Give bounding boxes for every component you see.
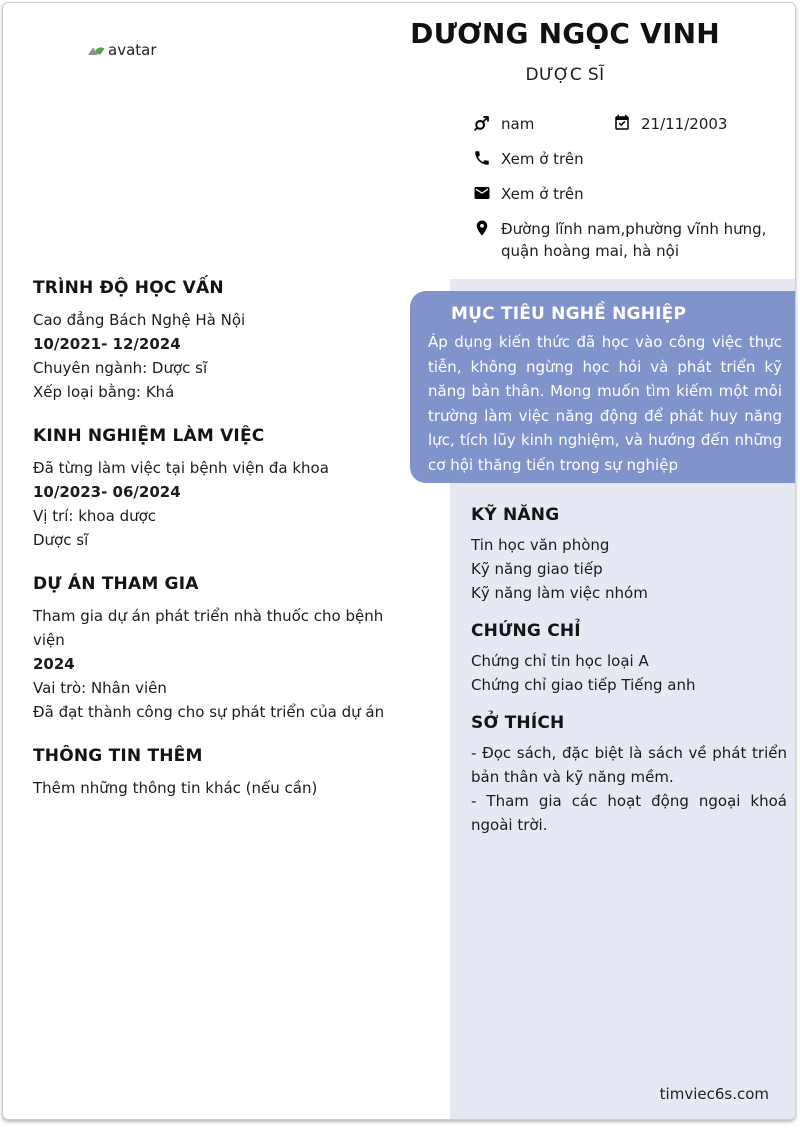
gender-icon: [473, 114, 491, 132]
hobby-item: - Tham gia các hoạt động ngoại khoá ngoài trời.: [471, 792, 787, 834]
contact-row-email: [473, 183, 795, 205]
project-result: Đã đạt thành công cho sự phát triển của dự án: [33, 703, 385, 721]
cv-page: [2, 2, 796, 1120]
section-objective: [410, 291, 796, 483]
gender-value: nam: [501, 115, 535, 133]
skills-heading: KỸ NĂNG: [471, 505, 560, 525]
certificate-item: Chứng chỉ giao tiếp Tiếng anh: [471, 676, 696, 694]
email-value: Xem ở trên: [501, 185, 584, 203]
site-watermark: timviec6s.com: [659, 1085, 769, 1103]
contact-gender: [473, 113, 613, 135]
section-skills: [471, 504, 787, 605]
section-hobbies: [471, 712, 787, 837]
education-major: Chuyên ngành: Dược sĩ: [33, 359, 208, 377]
section-additional-info: [33, 745, 411, 800]
header: [331, 17, 796, 85]
hobbies-heading: SỞ THÍCH: [471, 713, 565, 733]
avatar-alt-text: avatar: [108, 41, 157, 59]
mail-icon: [473, 184, 491, 202]
skill-item: Kỹ năng làm việc nhóm: [471, 584, 648, 602]
contact-row-phone: [473, 148, 795, 170]
experience-company: Đã từng làm việc tại bệnh viện đa khoa: [33, 459, 329, 477]
section-experience: [33, 425, 411, 552]
right-column: [471, 504, 787, 852]
project-period: 2024: [33, 655, 75, 673]
objective-body: Áp dụng kiến thức đã học vào công việc thực tiễn, không ngừng học hỏi và phát triển kỹ năng bản thân. Mong muốn tìm kiếm một môi trường làm việc năng động để phát huy năng lực, tích lũy kinh nghiệm, và hướng đến những cơ hội thăng tiến trong sự nghiệp: [428, 333, 782, 474]
dob-value: 21/11/2003: [641, 115, 728, 133]
contact-phone: [473, 148, 584, 170]
location-pin-icon: [473, 219, 491, 237]
projects-heading: DỰ ÁN THAM GIA: [33, 574, 199, 594]
certificate-item: Chứng chỉ tin học loại A: [471, 652, 649, 670]
contact-row-gender-dob: [473, 113, 795, 135]
section-certificates: [471, 620, 787, 697]
address-value: Đường lĩnh nam,phường vĩnh hưng, quận hoàng mai, hà nội: [501, 220, 767, 260]
broken-image-icon: [85, 42, 106, 58]
project-role: Vai trò: Nhân viên: [33, 679, 167, 697]
contact-address: [473, 218, 795, 262]
left-column: [33, 277, 411, 821]
skill-item: Kỹ năng giao tiếp: [471, 560, 603, 578]
experience-period: 10/2023- 06/2024: [33, 483, 181, 501]
experience-position: Vị trí: khoa dược: [33, 507, 157, 525]
contact-info: [473, 113, 795, 275]
phone-value: Xem ở trên: [501, 150, 584, 168]
hobby-item: - Đọc sách, đặc biệt là sách về phát triển bản thân và kỹ năng mềm.: [471, 744, 787, 786]
certificates-heading: CHỨNG CHỈ: [471, 621, 581, 641]
section-education: [33, 277, 411, 404]
section-projects: [33, 573, 411, 724]
contact-dob: [613, 113, 727, 135]
additional-heading: THÔNG TIN THÊM: [33, 746, 203, 766]
candidate-name: DƯƠNG NGỌC VINH: [410, 17, 720, 50]
education-school: Cao đẳng Bách Nghệ Hà Nội: [33, 311, 246, 329]
avatar: [85, 41, 157, 59]
candidate-title: DƯỢC SĨ: [525, 65, 605, 85]
education-heading: TRÌNH ĐỘ HỌC VẤN: [33, 278, 224, 298]
education-grade: Xếp loại bằng: Khá: [33, 383, 175, 401]
objective-heading: MỤC TIÊU NGHỀ NGHIỆP: [451, 304, 687, 324]
experience-heading: KINH NGHIỆM LÀM VIỆC: [33, 426, 265, 446]
calendar-check-icon: [613, 114, 631, 132]
phone-icon: [473, 149, 491, 167]
skill-item: Tin học văn phòng: [471, 536, 610, 554]
contact-email: [473, 183, 584, 205]
project-name: Tham gia dự án phát triển nhà thuốc cho bệnh viện: [33, 607, 384, 649]
experience-detail: Dược sĩ: [33, 531, 89, 549]
education-period: 10/2021- 12/2024: [33, 335, 181, 353]
contact-row-address: [473, 218, 795, 262]
additional-note: Thêm những thông tin khác (nếu cần): [33, 779, 318, 797]
